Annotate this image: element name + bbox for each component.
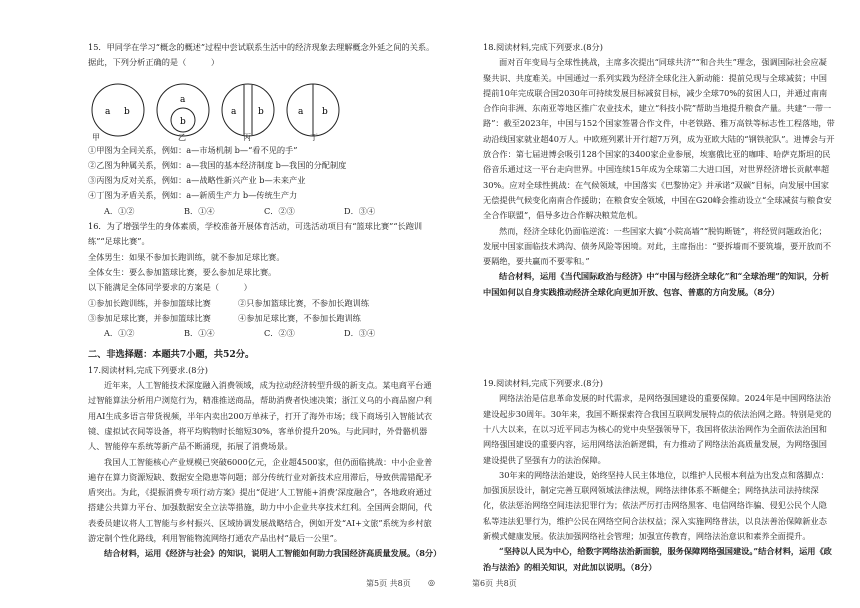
answer-space (483, 300, 835, 376)
q19-para-2: 30年来的网络法治建设，始终坚持人民主体地位，以维护人民根本利益为出发点和落脚点：加强顶层设计，制定完善互联网领域法律法规，网络法律体系不断健全；网络执法司法持续深化，依法惩治网络空间违法犯罪行为；依法严厉打击网络黑客、电信网络诈骗、侵犯公民个人隐私等违法犯罪行为，维护公民在网络空间合法权益；深入实施网络普法，以良法善治保障新业态新模式健康发展。依法加强网络社会管理；加强宣传教育，网络法治意识和素养全面提升。 (483, 469, 829, 542)
fig-yi-outer-circle (157, 84, 209, 136)
q15-choice-a: A．①② (104, 205, 135, 216)
fig-yi-a: a (180, 95, 186, 105)
q17-para-1: 近年来，人工智能技术深度融入消费领域，成为拉动经济转型升级的新支点。某电商平台通过智能算法分析用户浏览行为，精准推送商品，帮助消费者快速决策；浙江义乌的小商品窗户利用AI生成多语言带货视频，半年内卖出200万单袜子，打开了海外市场；线下商场引入智能试衣镜、虚拟试衣间等设备，将平均购物时长缩短30%，客单价提升20%。与此同时，外骨骼机器人、智能停车系统等新产品不断涌现，拓展了消费场景。 (88, 380, 433, 452)
q16-choice-b: B．①④ (184, 328, 215, 339)
q15-venn-figure (88, 82, 388, 142)
q16-options-row-1 (88, 296, 438, 311)
fig-jia-a: a (105, 107, 111, 117)
q16-option-1: ①参加长跑训练，并参加篮球比赛 (88, 297, 211, 308)
page-number-right: 第6页 共8页 (472, 579, 517, 588)
fig-label-yi: 乙 (178, 133, 186, 142)
q16-options-row-2 (88, 311, 438, 326)
q15-stem: 15．甲同学在学习“概念的概述”过程中尝试联系生活中的经济现象去理解概念外延之间的关系。据此，下列分析正确的是（ ） (88, 42, 435, 68)
q16-choice-c: C．②③ (264, 328, 295, 339)
q19-para-1: 网络法治是信息革命发展的时代需求，是网络强国建设的重要保障。2024年是中国网络法治建设起步30周年。30年来，我国不断探索符合我国互联网发展特点的依法治网之路。特别是党的十八大以来，在以习近平同志为核心的党中央坚强领导下，我国将依法治网作为全面依法治国和网络强国建设的重要内容，运用网络法治新逻辑，有力推动了网络法治高质量发展，为网络强国建设提供了坚强有力的法治保障。 (483, 393, 832, 465)
fig-jia-b: b (124, 107, 130, 117)
section-2-heading: 二、非选择题：本题共7小题，共52分。 (88, 349, 255, 361)
right-column (483, 40, 835, 575)
q17-task: 结合材料，运用《经济与社会》的知识，说明人工智能如何助力我国经济高质量发展。（8分） (104, 548, 442, 559)
q15-option-2: ②乙图为种属关系，例如：a—我国的基本经济制度 b—我国的分配制度 (88, 159, 347, 170)
fig-label-bing: 丙 (243, 133, 251, 142)
fig-label-ding: 丁 (310, 133, 318, 142)
q16-option-3: ③参加足球比赛，并参加篮球比赛 (88, 312, 211, 323)
fig-jia-circle (92, 84, 144, 136)
q18-para-1: 面对百年变局与全球性挑战，主席多次提出“同球共济”“和合共生”理念，强调国际社会应凝聚共识、共度难关。中国通过一系列实践为经济全球化注入新动能：提前兑现与全球减贫；中国提前10年完成联合国2030年可持续发展目标减贫目标，减少全球70%的贫困人口，并通过南南合作向非洲、东南亚等地区推广农业技术，建立“科技小院”帮助当地提升粮食产量。共建“一带一路”：截至2023年，中国与152个国家签署合作文件，中老铁路、雅万高铁等标志性工程落地，带动沿线国家就业超40万人。中欧班列累计开行超7万列，成为亚欧大陆的“钢铁驼队”。进博会与开放合作：第七届进博会吸引128个国家的3400家企业参展，埃塞俄比亚的咖啡、哈萨克斯坦的民俗音乐通过这一平台走向世界。中国连续15年成为全球第二大进口国，对世界经济增长贡献率超30%。应对全球性挑战：在气候领域，中国落实《巴黎协定》并承诺“双碳”目标，向发展中国家无偿提供气候变化南南合作援助；在粮食安全领域，中国在G20峰会推动设立“全球减贫与粮食安全合作联盟”，倡导多边合作解决粮荒危机。 (483, 57, 835, 221)
q16-option-2: ②只参加篮球比赛，不参加长跑训练 (238, 297, 370, 308)
q15-choices (88, 204, 438, 219)
q16-choices (88, 326, 438, 341)
fig-ding-b: b (322, 107, 328, 117)
page-number-left: 第5页 共8页 (366, 579, 411, 588)
q18-task: 结合材料，运用《当代国际政治与经济》中“中国与经济全球化”和“全球治理”的知识，分析中国如何以自身实践推动经济全球化向更加开放、包容、普惠的方向发展。（8分） (483, 271, 829, 297)
q16-choice-a: A．①② (104, 328, 135, 339)
q18-para-2: 然而，经济全球化仍面临逆流：一些国家大搞“小院高墙”“脱钩断链”，将经贸问题政治化；发展中国家面临技术鸿沟、债务风险等困境。对此，主席指出：“要拆墙而不要筑墙，要开放而不要隔绝，要共赢而不要零和。” (483, 225, 832, 267)
fig-yi-b: b (180, 117, 186, 127)
q18-head: 18.阅读材料,完成下列要求.(8分) (483, 42, 603, 52)
q16-choice-d: D．③④ (344, 328, 376, 339)
fig-bing-a: a (231, 107, 237, 117)
q16-option-4: ④参加足球比赛，不参加长跑训练 (238, 312, 361, 323)
q16-line-2: 全体女生：要么参加篮球比赛，要么参加足球比赛。 (88, 266, 277, 277)
q19-task: “坚持以人民为中心，给数字网络法治新面貌，服务保障网络强国建设。”结合材料，运用《政治与法治》的相关知识，对此加以说明。（8分） (483, 546, 832, 572)
q15-choice-c: C．②③ (264, 205, 295, 216)
q15-option-1: ①甲图为全同关系，例如：a—市场机制 b—“看不见的手” (88, 144, 298, 155)
q16-stem: 16．为了增强学生的身体素质，学校准备开展体育活动，可选活动项目有“篮球比赛”“长跑训练”“足球比赛”。 (88, 221, 423, 247)
fig-bing-b: b (258, 107, 264, 117)
q17-head: 17.阅读材料,完成下列要求.(8分) (88, 364, 208, 375)
fig-bing-circle (222, 84, 274, 136)
fold-mark-icon: ◎ (428, 578, 435, 587)
q16-line-3: 以下能满足全体同学要求的方案是（ ） (88, 282, 252, 293)
q15-option-4: ④丁图为矛盾关系，例如：a—新质生产力 b—传统生产力 (88, 190, 298, 201)
fig-ding-a: a (298, 107, 304, 117)
q15-choice-d: D．③④ (344, 205, 376, 216)
q17-para-2: 我国人工智能核心产业规模已突破6000亿元，企业超4500家，但仍面临挑战：中小企业普遍存在算力资源短缺、数据安全隐患等问题；部分传统行业对新技术应用滞后，导致供需错配矛盾突出。为此，《提振消费专项行动方案》提出“促进‘人工智能+消费’深度融合”，各地政府通过搭建公共算力平台、加强数据安全立法等措施，助力中小企业共享技术红利。全国两会期间，代表委员建议将人工智能与乡村振兴、区域协调发展战略结合，例如开发“AI+文旅”系统为乡村旅游定制个性化路线，利用智能物流网络打通农产品出村“最后一公里”。 (88, 456, 433, 544)
q15-choice-b: B．①④ (184, 205, 215, 216)
q19-head: 19.阅读材料,完成下列要求.(8分) (483, 378, 603, 389)
fig-label-jia: 甲 (92, 133, 100, 142)
q15-option-3: ③丙图为反对关系，例如：a—战略性新兴产业 b—未来产业 (88, 175, 306, 186)
q16-line-1: 全体男生：如果不参加长跑训练，就不参加足球比赛。 (88, 251, 285, 262)
